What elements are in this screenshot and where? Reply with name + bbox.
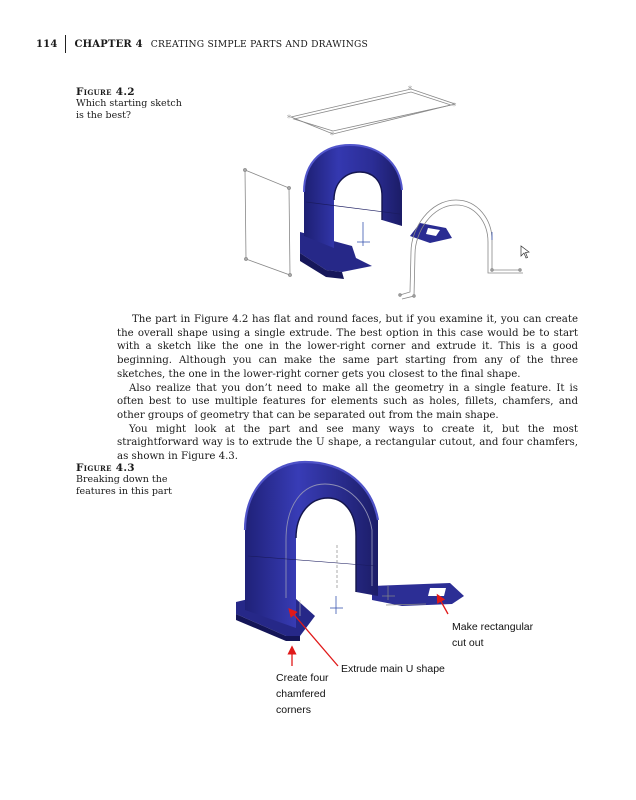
callout-cutout xyxy=(452,619,533,651)
axis-triad xyxy=(357,222,370,246)
body-text xyxy=(117,313,578,464)
figure-caption-text: Breaking down the features in this part xyxy=(76,474,172,497)
u-profile-sketch xyxy=(399,200,523,299)
figure-4-3-illustration xyxy=(236,462,464,666)
cursor-icon xyxy=(521,246,529,258)
svg-text:*: * xyxy=(452,102,456,111)
svg-text:*: * xyxy=(408,85,412,94)
callout-line: Extrude main U shape xyxy=(341,663,445,675)
callout-arrows xyxy=(290,596,448,666)
paragraph: You might look at the part and see many ways to create it, but the most straightforward way is to extrude the U shape, a rectangular cutout, and four chamfers, as shown in Figure 4.3. xyxy=(117,423,578,463)
paragraph: Also realize that you don’t need to make all the geometry in a single feature. It is often best to use multiple features for elements such as holes, fillets, chamfers, and other groups of geometry that can be separated out from the main shape. xyxy=(117,382,578,421)
svg-text:*: * xyxy=(287,114,291,123)
paragraph: The part in Figure 4.2 has flat and round faces, but if you examine it, you can create the overall shape using a single extrude. The best option in this case would be to start with a sketch like the one in the lower-right corner and extrude it. This is a good beginning. Although you can make the same part starting from any of the three sketches, the one in the lower-right corner gets you closest to the final shape. xyxy=(117,314,578,380)
chapter-label: CHAPTER 4 xyxy=(74,38,143,50)
u-bracket-part xyxy=(300,145,452,279)
figure-label: Figure 4.3 xyxy=(76,462,135,474)
callout-line: Create four xyxy=(276,672,329,684)
callout-line: Make rectangular xyxy=(452,621,534,633)
figure-caption-text: Which starting sketch is the best? xyxy=(76,98,182,121)
top-sketch xyxy=(287,85,456,140)
figure-4-2-illustration xyxy=(244,85,530,299)
side-sketch xyxy=(244,169,292,277)
callout-line: corners xyxy=(276,704,312,716)
page-number: 114 xyxy=(36,38,58,50)
callout-line: chamfered xyxy=(276,688,326,700)
chapter-title: CREATING SIMPLE PARTS AND DRAWINGS xyxy=(150,38,369,50)
callout-chamfers xyxy=(276,670,329,718)
callout-extrude xyxy=(341,661,445,677)
callout-line: cut out xyxy=(452,637,484,649)
axis-triad xyxy=(330,596,343,614)
figure-label: Figure 4.2 xyxy=(76,86,135,98)
svg-text:*: * xyxy=(330,131,334,140)
